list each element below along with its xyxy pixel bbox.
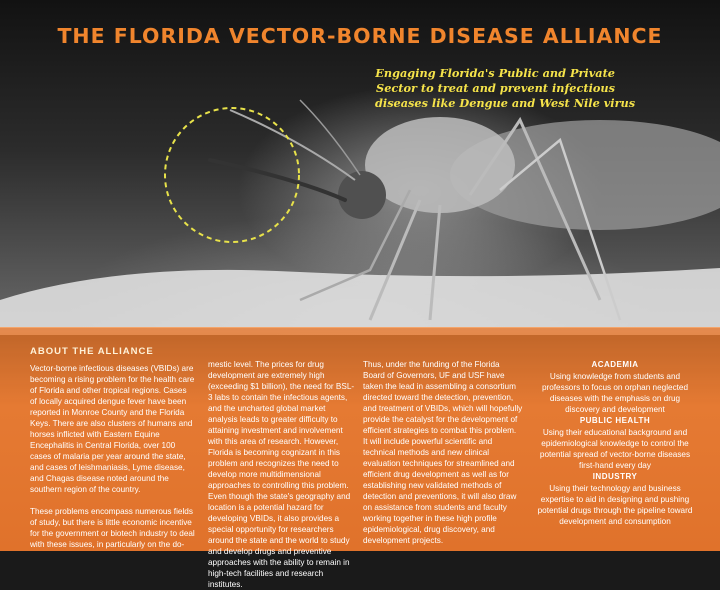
sector-heading-academia: ACADEMIA <box>591 360 639 369</box>
sectors-column <box>535 359 695 527</box>
about-column-3 <box>363 359 523 546</box>
tagline <box>375 66 636 111</box>
about-heading: ABOUT THE ALLIANCE <box>30 346 154 357</box>
tagline-line: diseases like Dengue and West Nile virus <box>375 96 636 110</box>
about-paragraph: mestic level. The prices for drug development are extremely high (exceeding $1 billion), the need for BSL-3 labs to contain the infectious agents, and the uncharted global market analysis leads to greater difficulty to attaining investment and involvement with this area of research. However, Florida is becoming cognizant in this problem and recognizes the need to develop more multidimensional approaches to controlling this problem. Even though the state's geography and location is a potential hazard for developing VBIDs, it also provides a special opportunity for researchers around the state and the world to study and develop drugs and preventive approaches with the ability to remain in high-tech facilities and research institutes. <box>208 360 355 589</box>
about-column-2 <box>208 359 356 590</box>
page-title: THE FLORIDA VECTOR-BORNE DISEASE ALLIANCE <box>57 24 663 48</box>
about-column-1 <box>30 346 195 550</box>
sector-text-academia: Using knowledge from students and professors to focus on orphan neglected diseases with the emphasis on drug discovery and development <box>541 372 689 414</box>
mosquito-proboscis <box>210 160 345 200</box>
about-paragraph: Vector-borne infectious diseases (VBIDs) are becoming a rising problem for the health care of Florida and other tropical regions. Cases of locally acquired dengue fever have been reported in Monroe County and the Florida Keys. There are also clusters of humans and horses inflicted with Eastern Equine Encephalitis in Central Florida, over 100 cases of malaria per year around the state, and cases of leishmaniasis, Lyme disease, and Chagas disease noted around the southern region of the country. <box>30 364 195 494</box>
sector-heading-industry: INDUSTRY <box>592 472 638 481</box>
mosquito-thorax <box>365 117 515 213</box>
highlight-circle <box>165 108 299 242</box>
skin-surface <box>0 268 720 335</box>
mosquito-head <box>338 171 386 219</box>
about-paragraph: These problems encompass numerous fields of study, but there is little economic incentive for the government or biotech industry to deal with these issues, in particularly on the do- <box>30 507 195 549</box>
about-paragraph: Thus, under the funding of the Florida Board of Governors, UF and USF have taken the lead in assembling a consortium directed toward the detection, prevention, and treatment of VBIDs, which will hopefully provide the catalyst for the development of efficient strategies to combat this problem. It will include powerful scientific and technical methods and new clinical evaluation techniques for streamlined and efficient drug development as well as for establishing new validated methods of detection and preventions, it will also draw on assistance from students and faculty working together in these high profile epidemiological, drug discovery, and development projects. <box>363 360 523 545</box>
sector-text-industry: Using their technology and business expertise to aid in designing and pushing potential drugs through the pipeline toward development and consumption <box>537 484 693 526</box>
tagline-line: Engaging Florida's Public and Private <box>375 66 615 80</box>
sector-text-public-health: Using their educational background and epidemiological knowledge to control the potential spread of vector-borne diseases first-hand every day <box>539 428 691 470</box>
sector-heading-public-health: PUBLIC HEALTH <box>579 416 651 425</box>
about-panel <box>0 327 720 589</box>
tagline-line: Sector to treat and prevent infectious <box>376 81 615 95</box>
